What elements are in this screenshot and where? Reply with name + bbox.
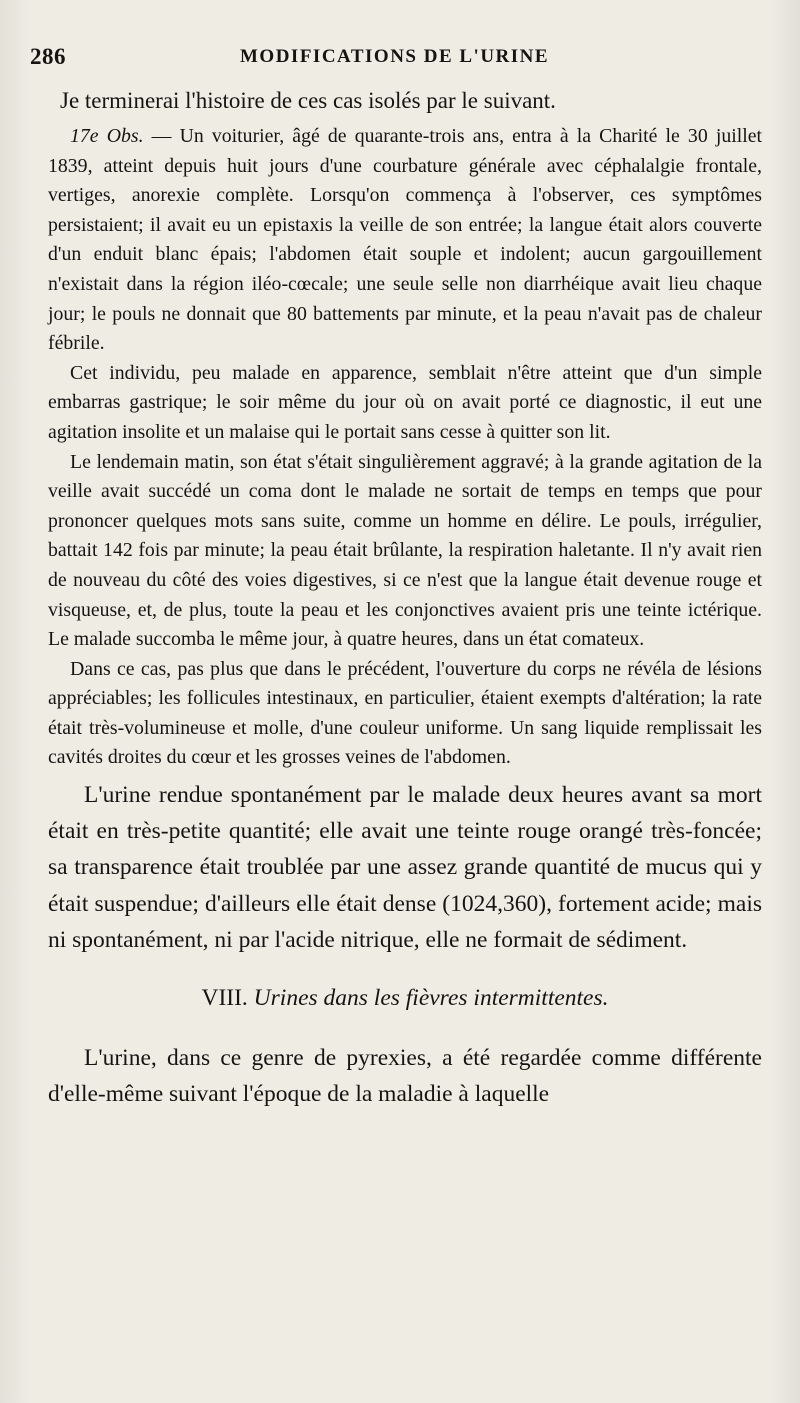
observation-label: 17e Obs.: [70, 125, 144, 147]
observation-text: — Un voiturier, âgé de quarante-trois ans, entra à la Charité le 30 juillet 1839, atteint depuis huit jours d'une courbature générale avec céphalalgie frontale, vertiges, anorexie complète. Lorsqu'on commença à l'observer, ces symptômes persistaient; il avait eu un epistaxis la veille de son entrée; la langue était alors couverte d'un enduit blanc épais; l'abdomen était souple et indolent; aucun gargouillement n'existait dans la région iléo-cœcale; une seule selle non diarrhéique avait lieu chaque jour; le pouls ne donnait que 80 battements par minute, et la peau n'avait pas de chaleur fébrile.: [48, 125, 763, 355]
observation-paragraph: [48, 122, 762, 359]
paragraph-lendemain: Le lendemain matin, son état s'était singulièrement aggravé; à la grande agitation de la veille avait succédé un coma dont le malade ne sortait de temps en temps que pour prononcer quelques mots sans suite, comme un homme en délire. Le pouls, irrégulier, battait 142 fois par minute; la peau était brûlante, la respiration haletante. Il n'y avait rien de nouveau du côté des voies digestives, si ce n'est que la langue était devenue rouge et visqueuse, et, de plus, toute la peau et les conjonctives avaient pris une teinte ictérique. Le malade succomba le même jour, à quatre heures, dans un état comateux.: [48, 450, 762, 651]
paragraph-pyrexies: L'urine, dans ce genre de pyrexies, a été regardée comme différente d'elle-même suivant l'époque de la maladie à laquelle: [48, 1045, 762, 1108]
section-heading: [48, 980, 762, 1016]
paragraph-autopsie: Dans ce cas, pas plus que dans le précédent, l'ouverture du corps ne révéla de lésions appréciables; les follicules intestinaux, en particulier, étaient exempts d'altération; la rate était très-volumineuse et molle, d'une couleur uniforme. Un sang liquide remplissait les cavités droites du cœur et les grosses veines de l'abdomen.: [48, 657, 762, 769]
intro-sentence: Je terminerai l'histoire de ces cas isolés par le suivant.: [60, 88, 556, 113]
body-text: [48, 84, 762, 1112]
section-number: VIII.: [201, 985, 248, 1012]
page-header: [30, 40, 770, 76]
running-head: MODIFICATIONS DE L'URINE: [240, 46, 550, 67]
paragraph-individu: Cet individu, peu malade en apparence, semblait n'être atteint que d'un simple embarras gastrique; le soir même du jour où on avait porté ce diagnostic, il eut une agitation insolite et un malaise qui le portait sans cesse à quitter son lit.: [48, 361, 762, 443]
page-number: 286: [30, 44, 66, 69]
section-title: Urines dans les fièvres intermittentes.: [253, 985, 609, 1012]
paragraph-urine: L'urine rendue spontanément par le malade deux heures avant sa mort était en très-petite quantité; elle avait une teinte rouge orangé très-foncée; sa transparence était troublée par une assez grande quantité de mucus qui y était suspendue; d'ailleurs elle était dense (1024,360), fortement acide; mais ni spontanément, ni par l'acide nitrique, elle ne formait de sédiment.: [48, 782, 762, 953]
